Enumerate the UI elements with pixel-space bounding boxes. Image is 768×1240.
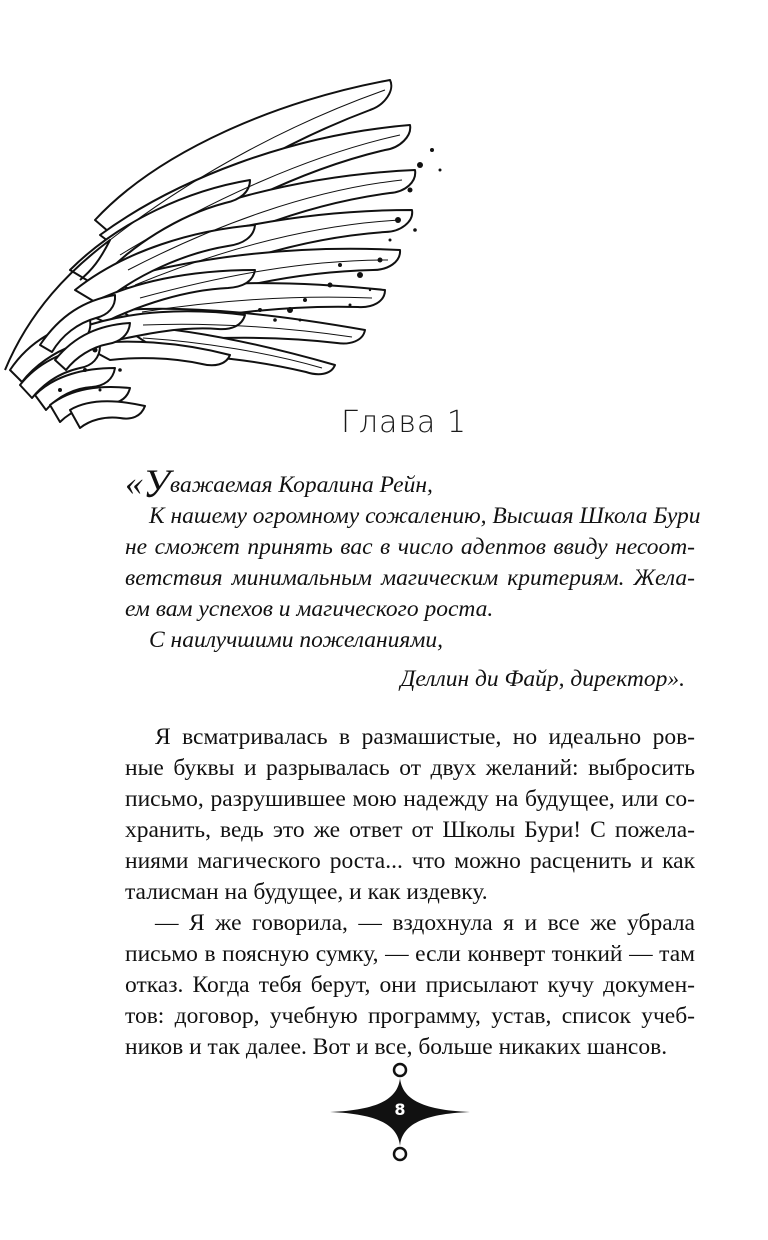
- letter-line: ветствия минимальным магическим критериям. Жела-: [125, 565, 695, 591]
- paragraph-line: отказ. Когда тебя берут, они присылают кучу докумен-: [125, 972, 695, 998]
- letter-quote: [125, 461, 701, 695]
- letter-signature: Деллин ди Файр, директор».: [400, 666, 685, 692]
- paragraph-line: хранить, ведь это же ответ от Школы Бури! С пожела-: [125, 817, 695, 843]
- body-text: [125, 722, 695, 1063]
- paragraph-line: ников и так далее. Вот и все, больше никаких шансов.: [125, 1034, 668, 1060]
- paragraph-line: письмо, разрушившее мою надежду на будущее, или со-: [125, 786, 695, 812]
- paragraph-line: талисман на будущее, и как издевку.: [125, 879, 488, 905]
- open-quote: «: [125, 463, 143, 503]
- greeting-text: важаемая Коралина Рейн,: [169, 472, 433, 498]
- letter-line: К нашему огромному сожалению, Высшая Школа Бури: [149, 503, 701, 529]
- angel-wing-icon: [0, 70, 450, 430]
- letter-line: не сможет принять вас в число адептов ввиду несоот-: [125, 534, 695, 560]
- letter-line: ем вам успехов и магического роста.: [125, 596, 494, 622]
- paragraph-line: Я всматривалась в размашистые, но идеально ров-: [155, 724, 695, 750]
- paragraph-line: ниями магического роста... что можно расценить и как: [125, 848, 695, 874]
- paragraph-line: письмо в поясную сумку, — если конверт тонкий — там: [125, 941, 695, 967]
- paragraph-line: ные буквы и разрывалась от двух желаний: выбросить: [125, 755, 695, 781]
- paragraph-line: тов: договор, учебную программу, устав, список учеб-: [125, 1003, 695, 1029]
- page-number: 8: [394, 1100, 406, 1119]
- letter-greeting: [125, 461, 695, 506]
- drop-letter: У: [143, 461, 170, 506]
- letter-closing: С наилучшими пожеланиями,: [149, 627, 443, 653]
- paragraph-line: — Я же говорила, — вздохнула я и все же убрала: [155, 910, 695, 936]
- chapter-title: Глава 1: [341, 405, 467, 440]
